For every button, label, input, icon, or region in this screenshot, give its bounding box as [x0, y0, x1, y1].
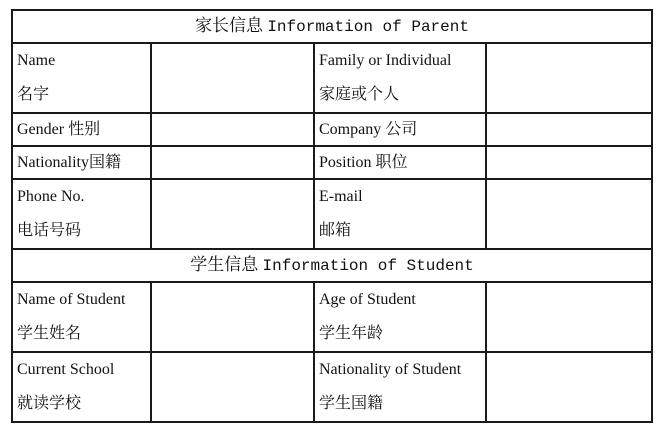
label-cn: 职位 — [375, 154, 408, 171]
student-nationality-input-cell[interactable] — [486, 352, 652, 422]
label-en: Company — [319, 121, 382, 138]
table-row — [12, 179, 652, 249]
label-cn: 电话号码 — [17, 222, 82, 239]
student-section-header-row — [12, 249, 652, 282]
parent-section-header-row — [12, 10, 652, 43]
table-row — [12, 352, 652, 422]
label-en: Age of Student — [319, 291, 416, 308]
label-cn: 家庭或个人 — [319, 86, 400, 103]
phone-input-cell[interactable] — [151, 179, 314, 249]
label-en: Nationality of Student — [319, 361, 462, 378]
company-input-cell[interactable] — [486, 113, 652, 146]
label-en: Name — [17, 52, 56, 69]
position-input-cell[interactable] — [486, 146, 652, 179]
label-en: Current School — [17, 361, 115, 378]
student-age-input-cell[interactable] — [486, 282, 652, 352]
label-cell — [12, 113, 151, 146]
parent-name-input-cell[interactable] — [151, 43, 314, 113]
label-cn: 学生年龄 — [319, 325, 384, 342]
label-cell — [12, 179, 151, 249]
label-en: Gender — [17, 121, 65, 138]
table-row — [12, 146, 652, 179]
label-cn: 就读学校 — [17, 395, 82, 412]
label-en: Family or Individual — [319, 52, 452, 69]
label-en: E-mail — [319, 188, 363, 205]
email-input-cell[interactable] — [486, 179, 652, 249]
parent-title-en: Information of Parent — [267, 18, 469, 36]
label-cell — [314, 179, 486, 249]
label-cell — [314, 352, 486, 422]
label-cell — [314, 282, 486, 352]
label-en: Nationality — [17, 154, 89, 171]
label-cn: 名字 — [17, 86, 50, 103]
label-cell — [12, 146, 151, 179]
label-cell — [12, 282, 151, 352]
label-cn: 性别 — [68, 121, 101, 138]
label-en: Name of Student — [17, 291, 126, 308]
parent-section-title — [12, 10, 652, 43]
label-cell — [12, 352, 151, 422]
student-title-cn: 学生信息 — [190, 255, 259, 274]
label-en: Position — [319, 154, 372, 171]
label-cell — [314, 113, 486, 146]
label-cell — [314, 146, 486, 179]
registration-form-table — [11, 9, 653, 423]
label-cn: 学生姓名 — [17, 325, 82, 342]
parent-title-cn: 家长信息 — [195, 16, 264, 35]
student-title-en: Information of Student — [262, 257, 474, 275]
family-or-individual-input-cell[interactable] — [486, 43, 652, 113]
label-cell — [12, 43, 151, 113]
student-name-input-cell[interactable] — [151, 282, 314, 352]
label-cell — [314, 43, 486, 113]
label-cn: 邮箱 — [319, 222, 352, 239]
current-school-input-cell[interactable] — [151, 352, 314, 422]
table-row — [12, 282, 652, 352]
label-cn: 学生国籍 — [319, 395, 384, 412]
nationality-input-cell[interactable] — [151, 146, 314, 179]
student-section-title — [12, 249, 652, 282]
table-row — [12, 113, 652, 146]
label-cn: 国籍 — [88, 154, 121, 171]
label-en: Phone No. — [17, 188, 85, 205]
table-row — [12, 43, 652, 113]
gender-input-cell[interactable] — [151, 113, 314, 146]
label-cn: 公司 — [385, 121, 418, 138]
